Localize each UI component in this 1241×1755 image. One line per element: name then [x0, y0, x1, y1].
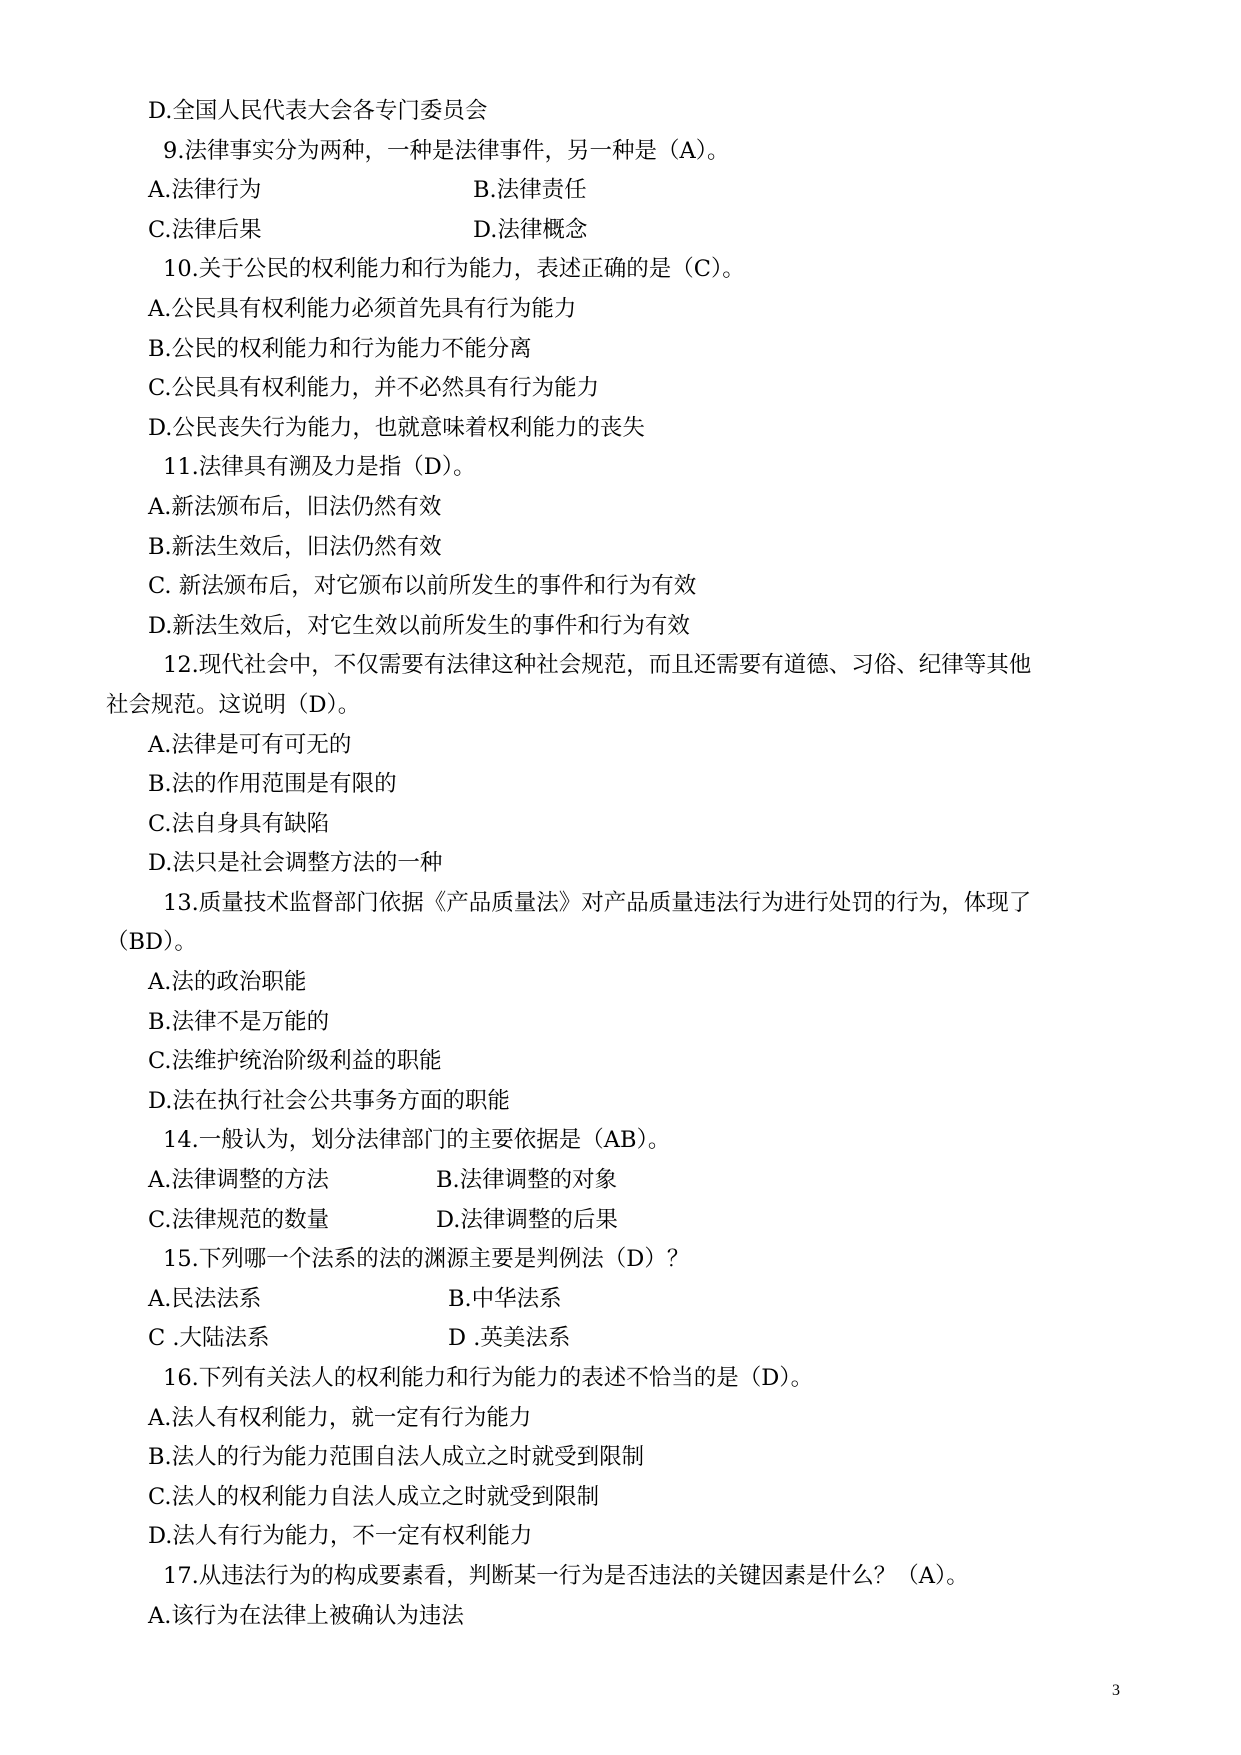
- answer-option-row: [148, 1161, 1118, 1201]
- answer-option: C.法自身具有缺陷: [148, 810, 330, 837]
- answer-option: C. 新法颁布后，对它颁布以前所发生的事件和行为有效: [148, 573, 697, 600]
- answer-option: D.全国人民代表大会各专门委员会: [148, 98, 488, 124]
- answer-option: B.公民的权利能力和行为能力不能分离: [148, 335, 532, 362]
- answer-option: C.法维护统治阶级利益的职能: [148, 1048, 442, 1075]
- answer-option-row: [148, 1319, 1118, 1359]
- answer-option: A.法律是可有可无的: [148, 731, 352, 758]
- answer-option: B.新法生效后，旧法仍然有效: [148, 533, 442, 560]
- question-stem: 13.质量技术监督部门依据《产品质量法》对产品质量违法行为进行处罚的行为，体现了: [163, 889, 1032, 916]
- question-stem: 9.法律事实分为两种，一种是法律事件，另一种是（A）。: [163, 137, 730, 164]
- answer-option: A.民法法系: [148, 1285, 262, 1312]
- page-number: 3: [1112, 1682, 1120, 1699]
- answer-option-row: [148, 171, 1118, 211]
- answer-option: D.法只是社会调整方法的一种: [148, 850, 443, 877]
- answer-option: A.新法颁布后，旧法仍然有效: [148, 493, 442, 520]
- answer-option: D.法人有行为能力，不一定有权利能力: [148, 1523, 533, 1550]
- answer-option: B.中华法系: [448, 1285, 562, 1312]
- answer-option: A.公民具有权利能力必须首先具有行为能力: [148, 295, 577, 322]
- answer-option: A.法的政治职能: [148, 969, 307, 996]
- question-stem-continuation: 社会规范。这说明（D）。: [106, 691, 361, 718]
- answer-option: D.新法生效后，对它生效以前所发生的事件和行为有效: [148, 612, 690, 639]
- answer-option-row: [148, 1280, 1118, 1320]
- answer-option: D.公民丧失行为能力，也就意味着权利能力的丧失: [148, 414, 645, 441]
- answer-option: B.法律责任: [473, 177, 587, 204]
- answer-option: B.法律调整的对象: [436, 1167, 618, 1194]
- answer-option-row: [148, 1201, 1118, 1241]
- answer-option: D.法在执行社会公共事务方面的职能: [148, 1087, 510, 1114]
- answer-option: C.法人的权利能力自法人成立之时就受到限制: [148, 1483, 600, 1510]
- answer-option: D.法律调整的后果: [436, 1206, 618, 1233]
- answer-option: C.公民具有权利能力，并不必然具有行为能力: [148, 375, 600, 402]
- answer-option: B.法的作用范围是有限的: [148, 771, 397, 798]
- answer-option: D.法律概念: [473, 216, 588, 243]
- page-content: [106, 92, 1118, 1636]
- question-stem: 15.下列哪一个法系的法的渊源主要是判例法（D）？: [163, 1246, 690, 1273]
- question-stem: 10.关于公民的权利能力和行为能力，表述正确的是（C）。: [163, 256, 745, 283]
- answer-option: C.法律规范的数量: [148, 1206, 330, 1233]
- question-stem: 11.法律具有溯及力是指（D）。: [163, 454, 476, 481]
- answer-option: B.法人的行为能力范围自法人成立之时就受到限制: [148, 1444, 645, 1471]
- question-stem: 17.从违法行为的构成要素看，判断某一行为是否违法的关键因素是什么？（A）。: [163, 1562, 969, 1589]
- question-stem: 14.一般认为，划分法律部门的主要依据是（AB）。: [163, 1127, 671, 1154]
- answer-option: A.法律行为: [148, 177, 262, 204]
- question-stem: 12.现代社会中，不仅需要有法律这种社会规范，而且还需要有道德、习俗、纪律等其他: [163, 652, 1032, 679]
- answer-option: B.法律不是万能的: [148, 1008, 330, 1035]
- answer-option: A.法人有权利能力，就一定有行为能力: [148, 1404, 532, 1431]
- question-stem: 16.下列有关法人的权利能力和行为能力的表述不恰当的是（D）。: [163, 1365, 814, 1391]
- answer-option: A.法律调整的方法: [148, 1167, 329, 1194]
- answer-option: C .大陆法系: [148, 1325, 270, 1352]
- answer-option-row: [148, 211, 1118, 251]
- answer-option: A.该行为在法律上被确认为违法: [148, 1602, 464, 1629]
- answer-option: C.法律后果: [148, 216, 262, 243]
- answer-option: D .英美法系: [448, 1325, 571, 1352]
- question-stem-continuation: （BD）。: [106, 929, 197, 956]
